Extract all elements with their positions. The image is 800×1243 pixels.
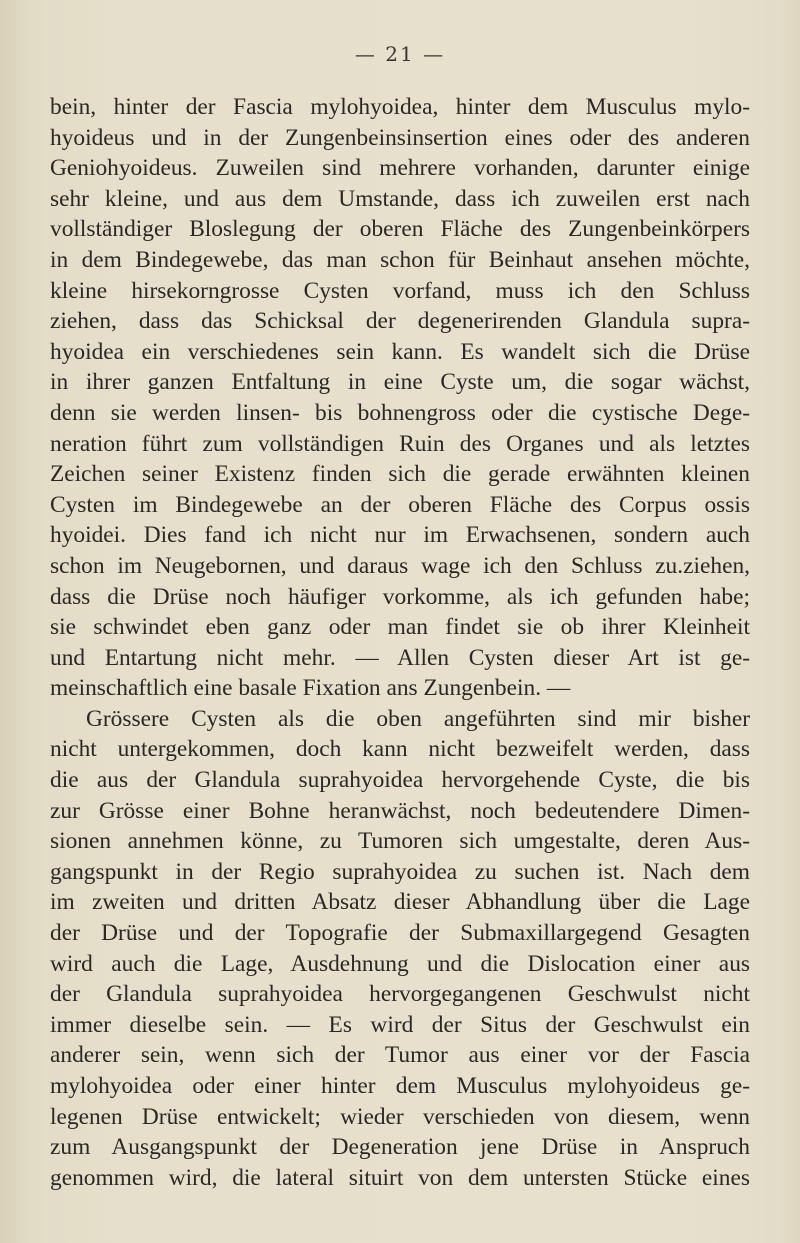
text-line: schon im Neugebornen, und daraus wage ich den Schluss zu.ziehen,: [50, 552, 750, 579]
text-line: gangspunkt in der Regio suprahyoidea zu suchen ist. Nach dem: [50, 858, 750, 885]
text-line: zur Grösse einer Bohne heranwächst, noch bedeutendere Dimen-: [50, 797, 750, 824]
text-line: bein, hinter der Fascia mylohyoidea, hinter dem Musculus mylo-: [50, 94, 750, 120]
text-line: wird auch die Lage, Ausdehnung und die Dislocation einer aus: [50, 950, 750, 977]
text-line: Grössere Cysten als die oben angeführten sind mir bisher: [86, 705, 750, 732]
body-text: [50, 92, 750, 1193]
page-number: — 21 —: [354, 42, 446, 66]
text-line: hyoidei. Dies fand ich nicht nur im Erwachsenen, sondern auch: [50, 522, 750, 549]
text-line: ziehen, dass das Schicksal der degenerirenden Glandula supra-: [50, 308, 750, 335]
text-line: nicht untergekommen, doch kann nicht bezweifelt werden, dass: [50, 736, 750, 763]
text-line: der Glandula suprahyoidea hervorgegangenen Geschwulst nicht: [50, 981, 750, 1008]
text-line: genommen wird, die lateral situirt von dem untersten Stücke eines: [50, 1164, 750, 1191]
text-line: in ihrer ganzen Entfaltung in eine Cyste um, die sogar wächst,: [50, 369, 750, 396]
text-line: neration führt zum vollständigen Ruin des Organes und als letztes: [50, 430, 750, 457]
text-line: Zeichen seiner Existenz finden sich die gerade erwähnten kleinen: [50, 461, 750, 488]
text-line: sie schwindet eben ganz oder man findet sie ob ihrer Kleinheit: [50, 614, 750, 641]
text-line: anderer sein, wenn sich der Tumor aus einer vor der Fascia: [50, 1042, 750, 1069]
text-line: Geniohyoideus. Zuweilen sind mehrere vorhanden, darunter einige: [50, 155, 750, 182]
text-line: Cysten im Bindegewebe an der oberen Fläche des Corpus ossis: [50, 491, 750, 518]
text-line: vollständiger Bloslegung der oberen Fläche des Zungenbeinkörpers: [50, 216, 750, 243]
text-line: sionen annehmen könne, zu Tumoren sich umgestalte, deren Aus-: [50, 828, 750, 855]
text-line: in dem Bindegewebe, das man schon für Beinhaut ansehen möchte,: [50, 246, 750, 273]
text-line: im zweiten und dritten Absatz dieser Abhandlung über die Lage: [50, 889, 750, 916]
text-line: dass die Drüse noch häufiger vorkomme, als ich gefunden habe;: [50, 583, 750, 610]
text-line: die aus der Glandula suprahyoidea hervorgehende Cyste, die bis: [50, 767, 750, 794]
text-line: hyoideus und in der Zungenbeinsinsertion eines oder des anderen: [50, 124, 750, 151]
text-line: legenen Drüse entwickelt; wieder verschieden von diesem, wenn: [50, 1103, 750, 1130]
text-line: mylohyoidea oder einer hinter dem Musculus mylohyoideus ge-: [50, 1073, 750, 1099]
text-line: immer dieselbe sein. — Es wird der Situs der Geschwulst ein: [50, 1011, 750, 1038]
text-line: denn sie werden linsen- bis bohnengross oder die cystische Dege-: [50, 399, 750, 426]
text-line: hyoidea ein verschiedenes sein kann. Es wandelt sich die Drüse: [50, 338, 750, 365]
text-line: kleine hirsekorngrosse Cysten vorfand, muss ich den Schluss: [50, 277, 750, 304]
text-line: zum Ausgangspunkt der Degeneration jene Drüse in Anspruch: [50, 1134, 750, 1161]
text-line: meinschaftlich eine basale Fixation ans Zungenbein. —: [50, 675, 571, 702]
text-line: und Entartung nicht mehr. — Allen Cysten dieser Art ist ge-: [50, 644, 750, 671]
text-line: sehr kleine, und aus dem Umstande, dass ich zuweilen erst nach: [50, 185, 750, 212]
text-line: der Drüse und der Topografie der Submaxillargegend Gesagten: [50, 920, 750, 947]
